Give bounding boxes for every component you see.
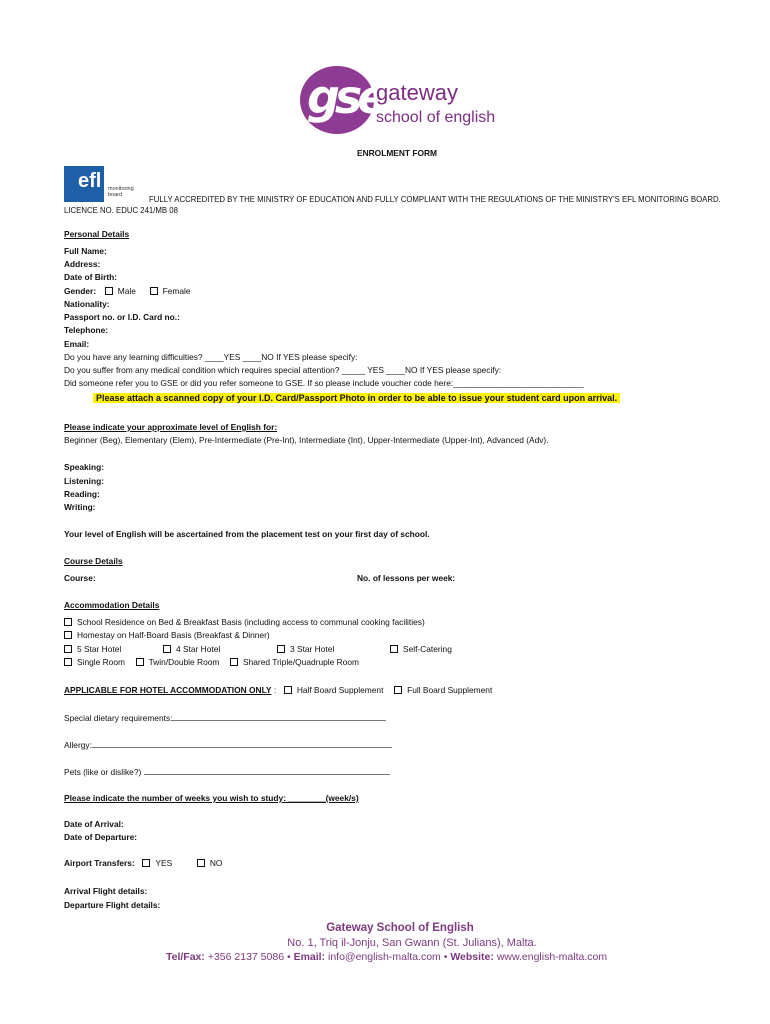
twin-room-label: Twin/Double Room	[148, 657, 220, 667]
dietary-row	[64, 712, 386, 723]
level-options: Beginner (Beg), Elementary (Elem), Pre-Intermediate (Pre-Int), Intermediate (Int), Upper-Intermediate (Upper-Int), Advanced (Adv).	[64, 435, 549, 445]
shared-room-label: Shared Triple/Quadruple Room	[243, 657, 359, 667]
hotel4-option	[163, 644, 220, 654]
id-notice-text: Please attach a scanned copy of your I.D. Card/Passport Photo in order to be able to issue your student card upon arrival.	[93, 393, 620, 403]
female-label: Female	[162, 286, 191, 296]
logo-name-line1: gateway	[376, 80, 458, 105]
course-details-heading: Course Details	[64, 556, 123, 566]
allergy-row	[64, 739, 392, 750]
gender-row	[64, 286, 191, 296]
gender-label: Gender:	[64, 286, 97, 296]
female-checkbox[interactable]	[150, 287, 158, 295]
logo-name-line2: school of english	[376, 109, 496, 126]
departure-flight-label: Departure Flight details:	[64, 900, 161, 910]
twin-room-checkbox[interactable]	[136, 658, 144, 666]
level-heading: Please indicate your approximate level of English for:	[64, 422, 278, 432]
efl-logo	[64, 166, 144, 202]
residence-checkbox[interactable]	[64, 618, 72, 626]
footer-web-label: Website:	[450, 951, 494, 963]
allergy-line[interactable]	[92, 739, 392, 748]
arrival-flight-label: Arrival Flight details:	[64, 886, 148, 896]
lessons-per-week-label: No. of lessons per week:	[357, 573, 456, 583]
accommodation-heading: Accommodation Details	[64, 600, 160, 610]
full-name-label: Full Name:	[64, 246, 107, 256]
hotel-only-row	[64, 685, 492, 695]
airport-transfers-label: Airport Transfers:	[64, 858, 135, 868]
footer-separator: •	[443, 951, 448, 963]
logo-mark: gse	[307, 70, 384, 124]
footer-separator: •	[286, 951, 291, 963]
male-checkbox[interactable]	[105, 287, 113, 295]
airport-transfers-row	[64, 858, 222, 868]
homestay-option	[64, 630, 270, 640]
hotel3-checkbox[interactable]	[277, 645, 285, 653]
full-board-label: Full Board Supplement	[407, 685, 493, 695]
address-label: Address:	[64, 259, 101, 269]
hotel-only-heading: APPLICABLE FOR HOTEL ACCOMMODATION ONLY	[64, 685, 272, 695]
transfers-no-checkbox[interactable]	[197, 859, 205, 867]
homestay-label: Homestay on Half-Board Basis (Breakfast & Dinner)	[77, 630, 270, 640]
hotel5-checkbox[interactable]	[64, 645, 72, 653]
dob-label: Date of Birth:	[64, 272, 118, 282]
level-note: Your level of English will be ascertained from the placement test on your first day of school.	[64, 529, 430, 539]
male-label: Male	[117, 286, 136, 296]
half-board-label: Half Board Supplement	[296, 685, 384, 695]
half-board-checkbox[interactable]	[284, 686, 292, 694]
telephone-label: Telephone:	[64, 325, 109, 335]
pets-line[interactable]	[144, 766, 390, 775]
footer-contact	[166, 951, 607, 963]
residence-option	[64, 617, 425, 627]
efl-logo-subtitle: monitoring board	[108, 186, 134, 198]
hotel5-option	[64, 644, 121, 654]
efl-logo-mark: efl	[78, 170, 102, 192]
listening-label: Listening:	[64, 476, 105, 486]
speaking-label: Speaking:	[64, 462, 105, 472]
weeks-question: Please indicate the number of weeks you wish to study: ________(week/s)	[64, 793, 359, 803]
id-notice	[93, 393, 620, 403]
homestay-checkbox[interactable]	[64, 631, 72, 639]
pets-label: Pets (like or dislike?)	[64, 767, 142, 777]
residence-label: School Residence on Bed & Breakfast Basis (including access to communal cooking facilities)	[77, 617, 425, 627]
hotel5-label: 5 Star Hotel	[77, 644, 122, 654]
medical-condition-question: Do you suffer from any medical condition which requires special attention? _____ YES ____NO If YES please specify:	[64, 365, 502, 375]
transfers-no-label: NO	[209, 858, 223, 868]
hotel3-label: 3 Star Hotel	[290, 644, 335, 654]
hotel3-option	[277, 644, 334, 654]
allergy-label: Allergy:	[64, 740, 92, 750]
reading-label: Reading:	[64, 489, 100, 499]
footer-tel-label: Tel/Fax:	[166, 951, 205, 963]
arrival-date-label: Date of Arrival:	[64, 819, 124, 829]
transfers-yes-label: YES	[155, 858, 173, 868]
footer-address: No. 1, Triq il-Jonju, San Gwann (St. Julians), Malta.	[287, 937, 537, 949]
full-board-checkbox[interactable]	[394, 686, 402, 694]
single-room-label: Single Room	[77, 657, 125, 667]
pets-row	[64, 766, 390, 777]
transfers-yes-checkbox[interactable]	[142, 859, 150, 867]
course-label: Course:	[64, 573, 96, 583]
room-options	[64, 657, 359, 667]
single-room-checkbox[interactable]	[64, 658, 72, 666]
nationality-label: Nationality:	[64, 299, 110, 309]
referral-question: Did someone refer you to GSE or did you refer someone to GSE. If so please include voucher code here:____________________________	[64, 378, 584, 388]
hotel4-label: 4 Star Hotel	[176, 644, 221, 654]
writing-label: Writing:	[64, 502, 96, 512]
dietary-label: Special dietary requirements:	[64, 713, 173, 723]
shared-room-checkbox[interactable]	[230, 658, 238, 666]
accreditation-text: FULLY ACCREDITED BY THE MINISTRY OF EDUCATION AND FULLY COMPLIANT WITH THE REGULATIONS OF THE MINISTRY'S EFL MONITORING BOARD.	[149, 195, 721, 204]
dietary-line[interactable]	[172, 712, 386, 721]
selfcatering-label: Self-Catering	[403, 644, 452, 654]
footer-web[interactable]: www.english-malta.com	[496, 951, 608, 963]
selfcatering-option	[390, 644, 452, 654]
footer-school-name: Gateway School of English	[326, 922, 474, 934]
footer-tel: +356 2137 5086	[207, 951, 285, 963]
form-title: ENROLMENT FORM	[357, 148, 438, 158]
hotel-only-colon: :	[273, 685, 277, 695]
selfcatering-checkbox[interactable]	[390, 645, 398, 653]
footer-email[interactable]: info@english-malta.com	[328, 951, 441, 963]
email-label: Email:	[64, 339, 90, 349]
departure-date-label: Date of Departure:	[64, 832, 138, 842]
passport-label: Passport no. or I.D. Card no.:	[64, 312, 180, 322]
school-logo	[300, 64, 510, 138]
footer-email-label: Email:	[293, 951, 326, 963]
hotel4-checkbox[interactable]	[163, 645, 171, 653]
licence-text: LICENCE NO. EDUC 241/MB 08	[64, 206, 178, 215]
personal-details-heading: Personal Details	[64, 229, 130, 239]
learning-difficulties-question: Do you have any learning difficulties? ____YES ____NO If YES please specify:	[64, 352, 358, 362]
